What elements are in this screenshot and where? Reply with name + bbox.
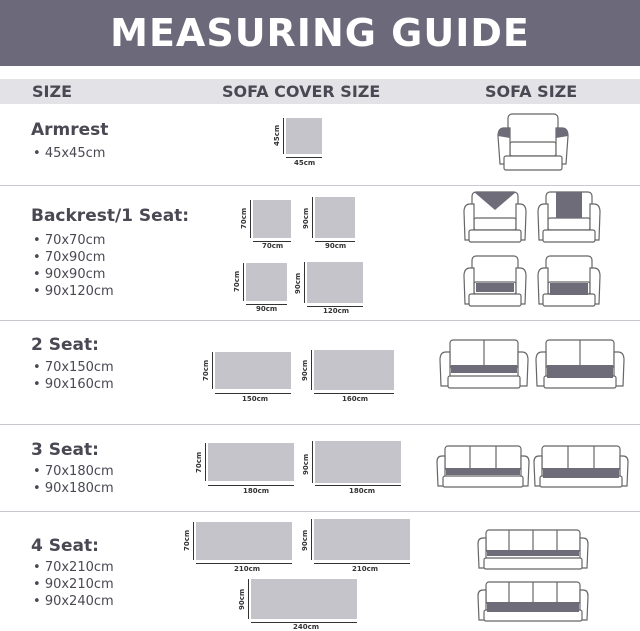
header-cover-size: SOFA COVER SIZE (222, 82, 381, 101)
width-dimension-label: 45cm (294, 159, 316, 167)
three-seat-sofa-icon (532, 444, 630, 492)
height-dimension-line (312, 441, 313, 483)
height-dimension-line (243, 263, 244, 301)
cover-swatch (215, 352, 291, 389)
row-divider (0, 185, 640, 186)
row-label-2-seat: 2 Seat: (31, 335, 99, 355)
height-dimension-line (250, 200, 251, 238)
size-option: • 70x150cm (33, 359, 114, 376)
cover-swatch (286, 118, 322, 154)
size-option: • 70x90cm (33, 249, 114, 266)
size-options-backrest-1-seat (33, 232, 114, 300)
size-options-2-seat (33, 359, 114, 393)
height-dimension-label: 45cm (273, 124, 281, 146)
size-option: • 70x210cm (33, 559, 114, 576)
size-option: • 70x180cm (33, 463, 114, 480)
cover-swatch (315, 441, 401, 483)
height-dimension-line (311, 519, 312, 560)
height-dimension-line (205, 443, 206, 481)
armchair-seat-icon (462, 254, 528, 314)
width-dimension-label: 160cm (342, 395, 369, 403)
armchair-armrest-icon (496, 112, 570, 176)
width-dimension-label: 90cm (325, 242, 347, 250)
width-dimension-line (215, 393, 291, 394)
size-option: • 90x120cm (33, 283, 114, 300)
row-divider (0, 320, 640, 321)
row-label-4-seat: 4 Seat: (31, 536, 99, 556)
height-dimension-label: 90cm (294, 272, 302, 294)
cover-swatch (314, 519, 410, 560)
height-dimension-label: 90cm (302, 207, 310, 229)
header-sofa-size: SOFA SIZE (485, 82, 578, 101)
height-dimension-label: 90cm (302, 453, 310, 475)
size-option: • 45x45cm (33, 145, 105, 162)
size-options-4-seat (33, 559, 114, 610)
width-dimension-label: 180cm (349, 487, 376, 495)
width-dimension-line (314, 563, 410, 564)
height-dimension-line (193, 522, 194, 560)
size-option: • 90x180cm (33, 480, 114, 497)
size-options-armrest (33, 145, 105, 162)
height-dimension-line (212, 352, 213, 389)
cover-swatch (307, 262, 363, 303)
height-dimension-label: 90cm (301, 359, 309, 381)
armchair-backrest-icon (536, 190, 602, 250)
size-option: • 90x240cm (33, 593, 114, 610)
armchair-backrest-icon (462, 190, 528, 250)
height-dimension-label: 70cm (183, 529, 191, 551)
armchair-seat-icon (536, 254, 602, 314)
size-option: • 90x160cm (33, 376, 114, 393)
width-dimension-label: 150cm (242, 395, 269, 403)
height-dimension-label: 70cm (202, 359, 210, 381)
row-divider (0, 511, 640, 512)
cover-swatch (208, 443, 294, 481)
header-size: SIZE (32, 82, 73, 101)
three-seat-sofa-icon (435, 444, 531, 492)
two-seat-sofa-icon (534, 338, 626, 394)
row-divider (0, 424, 640, 425)
title-banner (0, 0, 640, 66)
height-dimension-line (311, 350, 312, 390)
cover-swatch (315, 197, 355, 238)
width-dimension-label: 210cm (234, 565, 261, 573)
size-option: • 90x90cm (33, 266, 114, 283)
cover-swatch (246, 263, 287, 301)
height-dimension-line (312, 197, 313, 238)
cover-swatch (196, 522, 292, 560)
height-dimension-label: 70cm (233, 270, 241, 292)
size-option: • 70x70cm (33, 232, 114, 249)
width-dimension-line (196, 563, 292, 564)
four-seat-sofa-icon (476, 528, 590, 574)
height-dimension-label: 70cm (240, 207, 248, 229)
height-dimension-line (304, 262, 305, 303)
height-dimension-line (248, 579, 249, 619)
row-label-armrest: Armrest (31, 120, 109, 140)
height-dimension-label: 70cm (195, 451, 203, 473)
cover-swatch (251, 579, 357, 619)
page-title: MEASURING GUIDE (110, 11, 530, 55)
height-dimension-label: 90cm (301, 529, 309, 551)
size-option: • 90x210cm (33, 576, 114, 593)
width-dimension-label: 120cm (323, 307, 350, 315)
width-dimension-line (315, 485, 401, 486)
two-seat-sofa-icon (438, 338, 530, 394)
row-label-3-seat: 3 Seat: (31, 440, 99, 460)
width-dimension-label: 180cm (243, 487, 270, 495)
width-dimension-line (314, 393, 394, 394)
four-seat-sofa-icon (476, 580, 590, 626)
width-dimension-label: 70cm (262, 242, 284, 250)
cover-swatch (314, 350, 394, 390)
row-label-backrest-1-seat: Backrest/1 Seat: (31, 206, 190, 226)
column-header-row (0, 79, 640, 104)
cover-swatch (253, 200, 291, 238)
height-dimension-label: 90cm (238, 588, 246, 610)
width-dimension-label: 210cm (352, 565, 379, 573)
width-dimension-label: 240cm (293, 623, 320, 631)
width-dimension-label: 90cm (256, 305, 278, 313)
height-dimension-line (283, 118, 284, 154)
width-dimension-line (208, 485, 294, 486)
width-dimension-line (286, 157, 322, 158)
size-options-3-seat (33, 463, 114, 497)
